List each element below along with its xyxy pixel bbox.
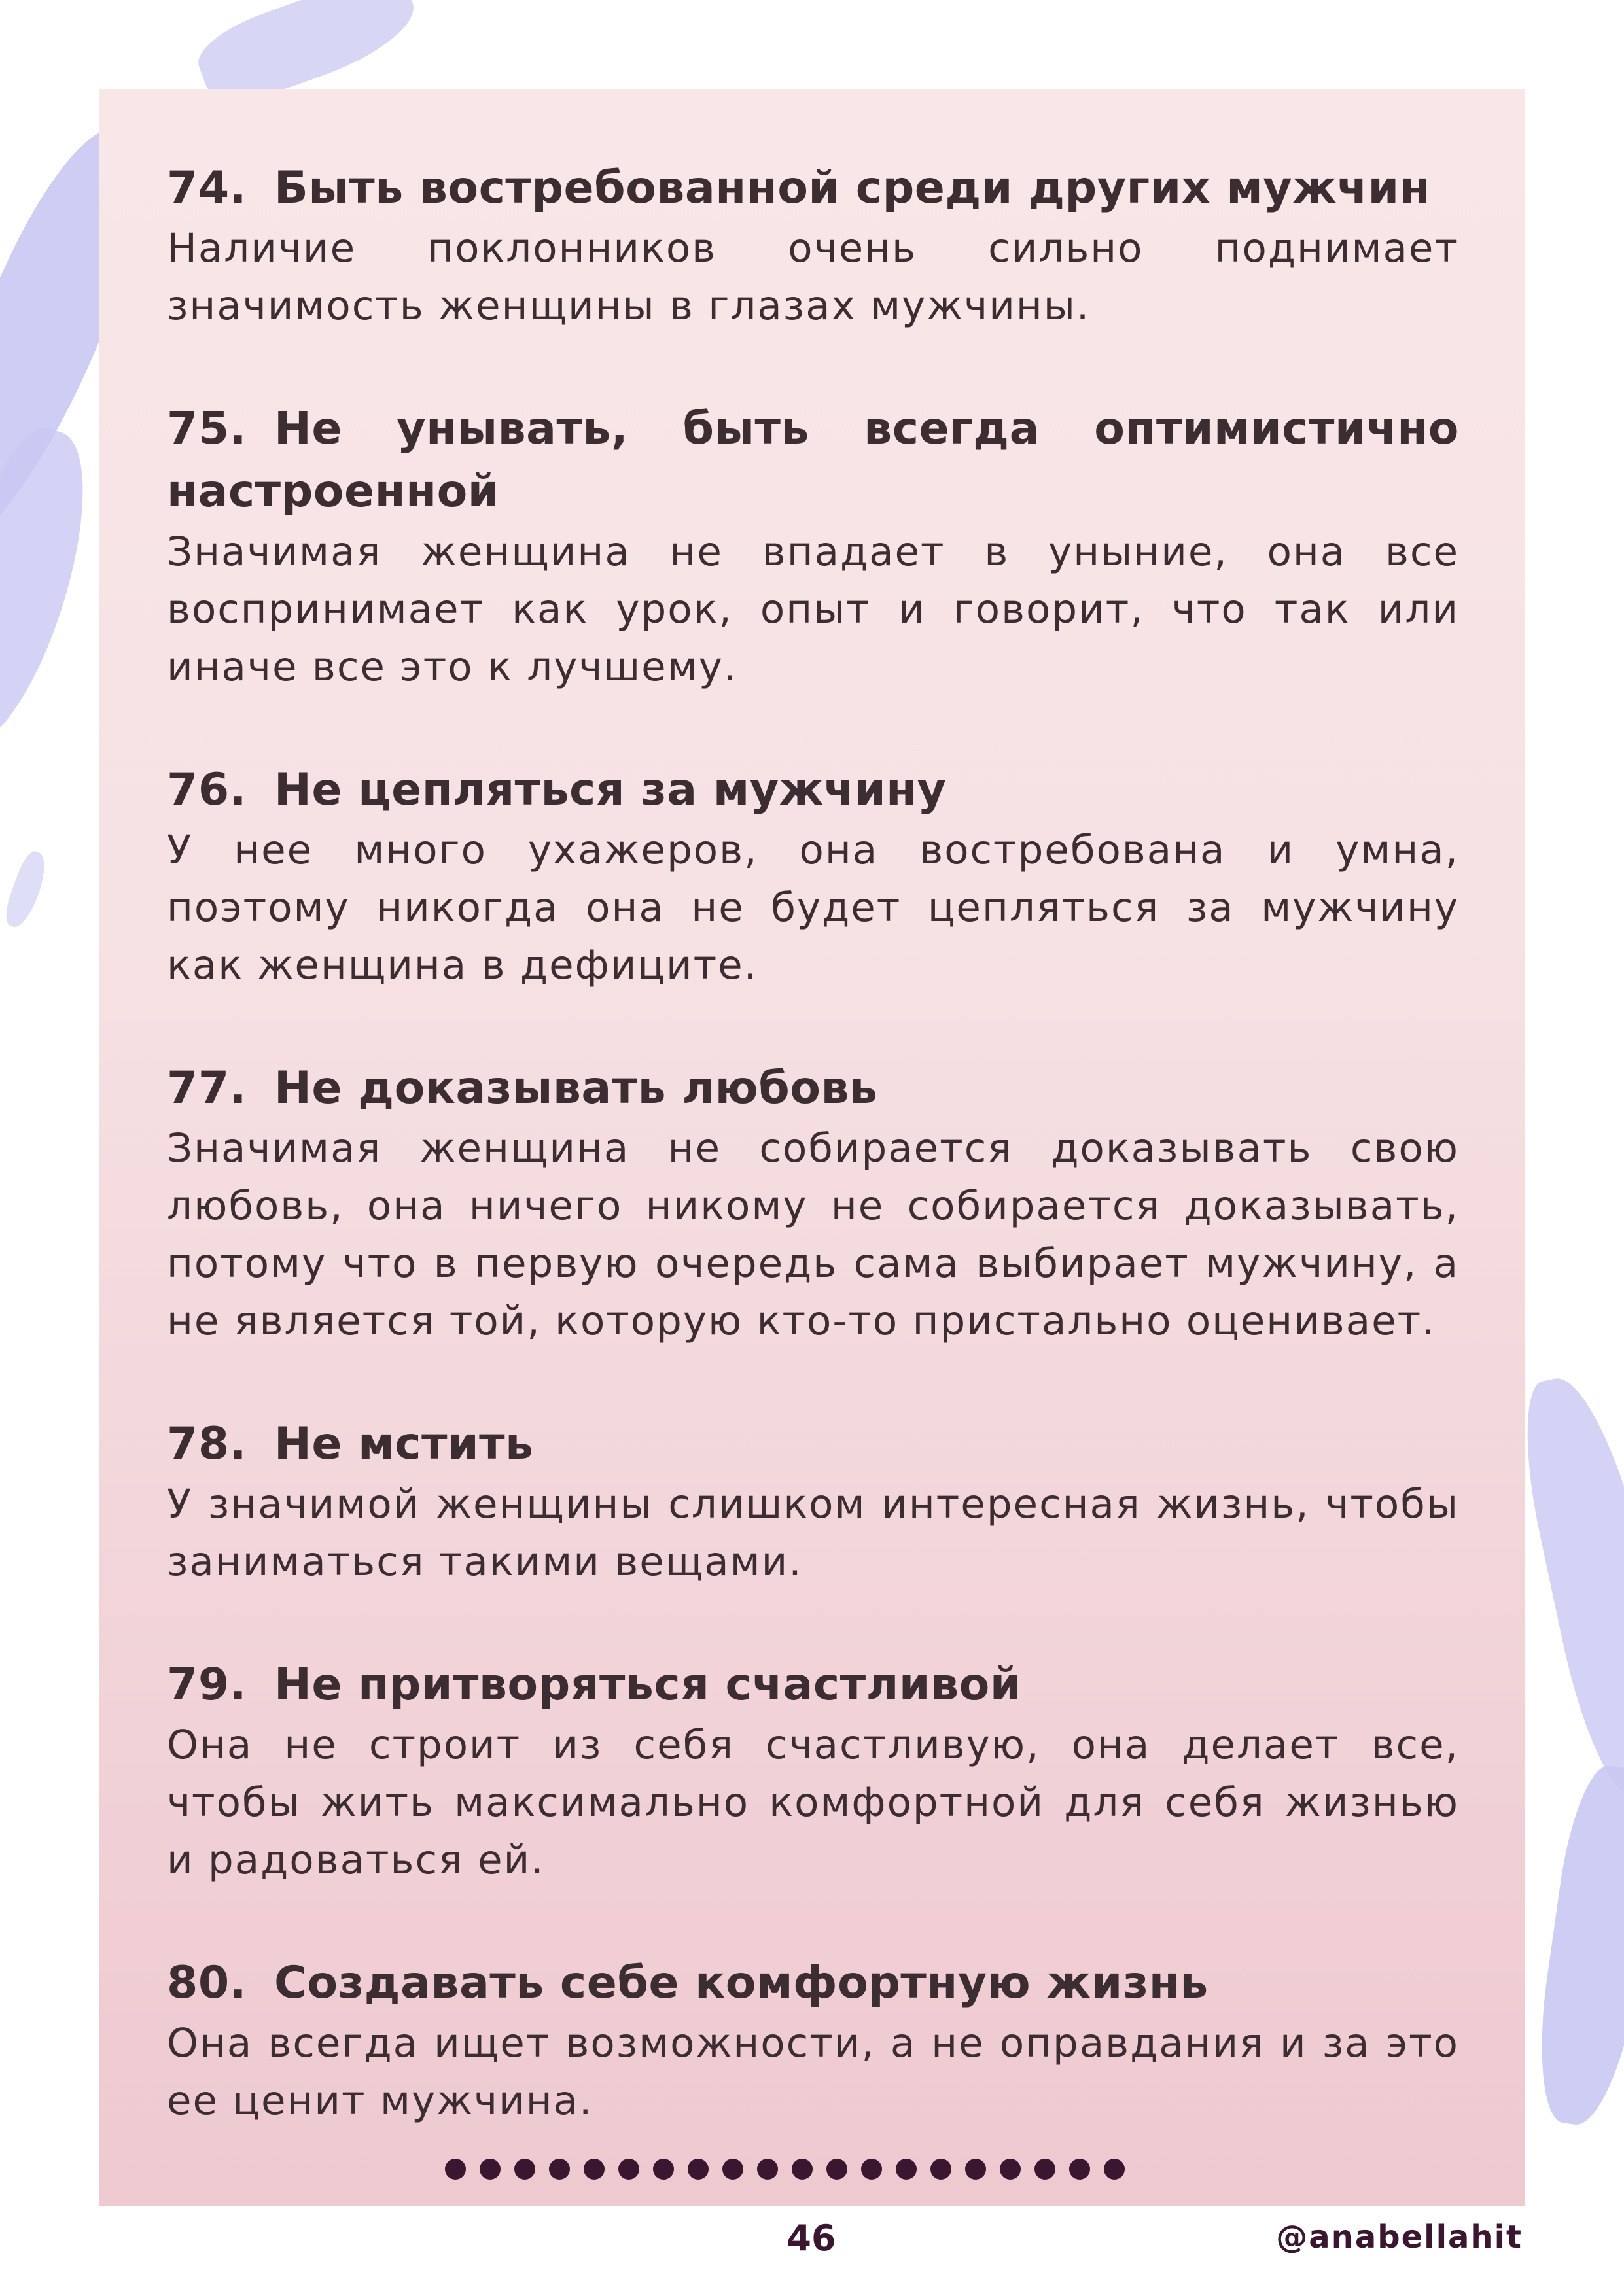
- dot-icon: [792, 2159, 813, 2180]
- list-item: [167, 1057, 1459, 1350]
- item-title: Не унывать, быть всегда оптимистично настроенной: [167, 403, 1459, 517]
- author-handle: @anabellahit: [1276, 2219, 1523, 2255]
- item-list: [167, 157, 1459, 2193]
- dot-icon: [722, 2159, 743, 2180]
- item-number: 77.: [167, 1062, 247, 1114]
- dot-icon: [480, 2159, 501, 2180]
- item-number: 80.: [167, 1957, 247, 2009]
- list-item: [167, 398, 1459, 696]
- item-title: Создавать себе комфортную жизнь: [274, 1957, 1209, 2009]
- dot-icon: [1069, 2159, 1090, 2180]
- dot-icon: [861, 2159, 882, 2180]
- dot-icon: [757, 2159, 778, 2180]
- dot-icon: [688, 2159, 709, 2180]
- item-title: Быть востребованной среди других мужчин: [274, 162, 1431, 214]
- brush-stroke-decoration: [1509, 1368, 1624, 1805]
- item-heading: [167, 398, 1459, 523]
- item-heading: [167, 1654, 1459, 1716]
- list-item: [167, 759, 1459, 994]
- list-item: [167, 1413, 1459, 1591]
- dot-icon: [618, 2159, 639, 2180]
- item-heading: [167, 1057, 1459, 1120]
- dot-icon: [1104, 2159, 1125, 2180]
- item-description: Значимая женщина не собирается доказывать свою любовь, она ничего никому не собирается доказывать, потому что в первую очередь сама выбирает мужчину, а не является той, которую кто-то пристально оценивает.: [167, 1125, 1459, 1344]
- brush-stroke-decoration: [0, 417, 113, 761]
- item-heading: [167, 759, 1459, 822]
- item-heading: [167, 1952, 1459, 2015]
- dot-icon: [584, 2159, 605, 2180]
- item-description: Значимая женщина не впадает в уныние, она все воспринимает как урок, опыт и говорит, что так или иначе все это к лучшему.: [167, 529, 1459, 690]
- dot-icon: [445, 2159, 466, 2180]
- dot-icon: [1000, 2159, 1021, 2180]
- item-title: Не цепляться за мужчину: [274, 764, 947, 816]
- item-title: Не притворяться счастливой: [274, 1659, 1021, 1711]
- dot-icon: [896, 2159, 917, 2180]
- item-description: Она всегда ищет возможности, а не оправдания и за это ее ценит мужчина.: [167, 2020, 1459, 2124]
- dot-icon: [549, 2159, 570, 2180]
- item-number: 76.: [167, 764, 247, 816]
- dot-icon: [930, 2159, 951, 2180]
- dot-icon: [1034, 2159, 1055, 2180]
- item-description: Наличие поклонников очень сильно поднимает значимость женщины в глазах мужчины.: [167, 225, 1459, 329]
- dot-icon: [826, 2159, 847, 2180]
- item-title: Не мстить: [274, 1418, 534, 1470]
- item-description: У значимой женщины слишком интересная жизнь, чтобы заниматься такими вещами.: [167, 1481, 1459, 1585]
- item-number: 79.: [167, 1659, 247, 1711]
- item-title: Не доказывать любовь: [274, 1062, 878, 1114]
- list-item: [167, 1654, 1459, 1889]
- brush-stroke-decoration: [1527, 1762, 1624, 2131]
- brush-stroke-decoration: [1, 848, 52, 931]
- item-description: Она не строит из себя счастливую, она делает все, чтобы жить максимально комфортной для себя жизнью и радоваться ей.: [167, 1722, 1459, 1883]
- item-number: 75.: [167, 403, 247, 455]
- item-heading: [167, 157, 1459, 220]
- item-number: 74.: [167, 162, 247, 214]
- item-heading: [167, 1413, 1459, 1476]
- list-item: [167, 157, 1459, 335]
- dot-icon: [514, 2159, 535, 2180]
- item-number: 78.: [167, 1418, 247, 1470]
- dot-icon: [653, 2159, 674, 2180]
- list-item: [167, 1952, 1459, 2130]
- page-number: 46: [786, 2218, 836, 2259]
- dot-divider: [445, 2159, 1125, 2180]
- item-description: У нее много ухажеров, она востребована и умна, поэтому никогда она не будет цепляться за мужчину как женщина в дефиците.: [167, 827, 1459, 988]
- dot-icon: [965, 2159, 986, 2180]
